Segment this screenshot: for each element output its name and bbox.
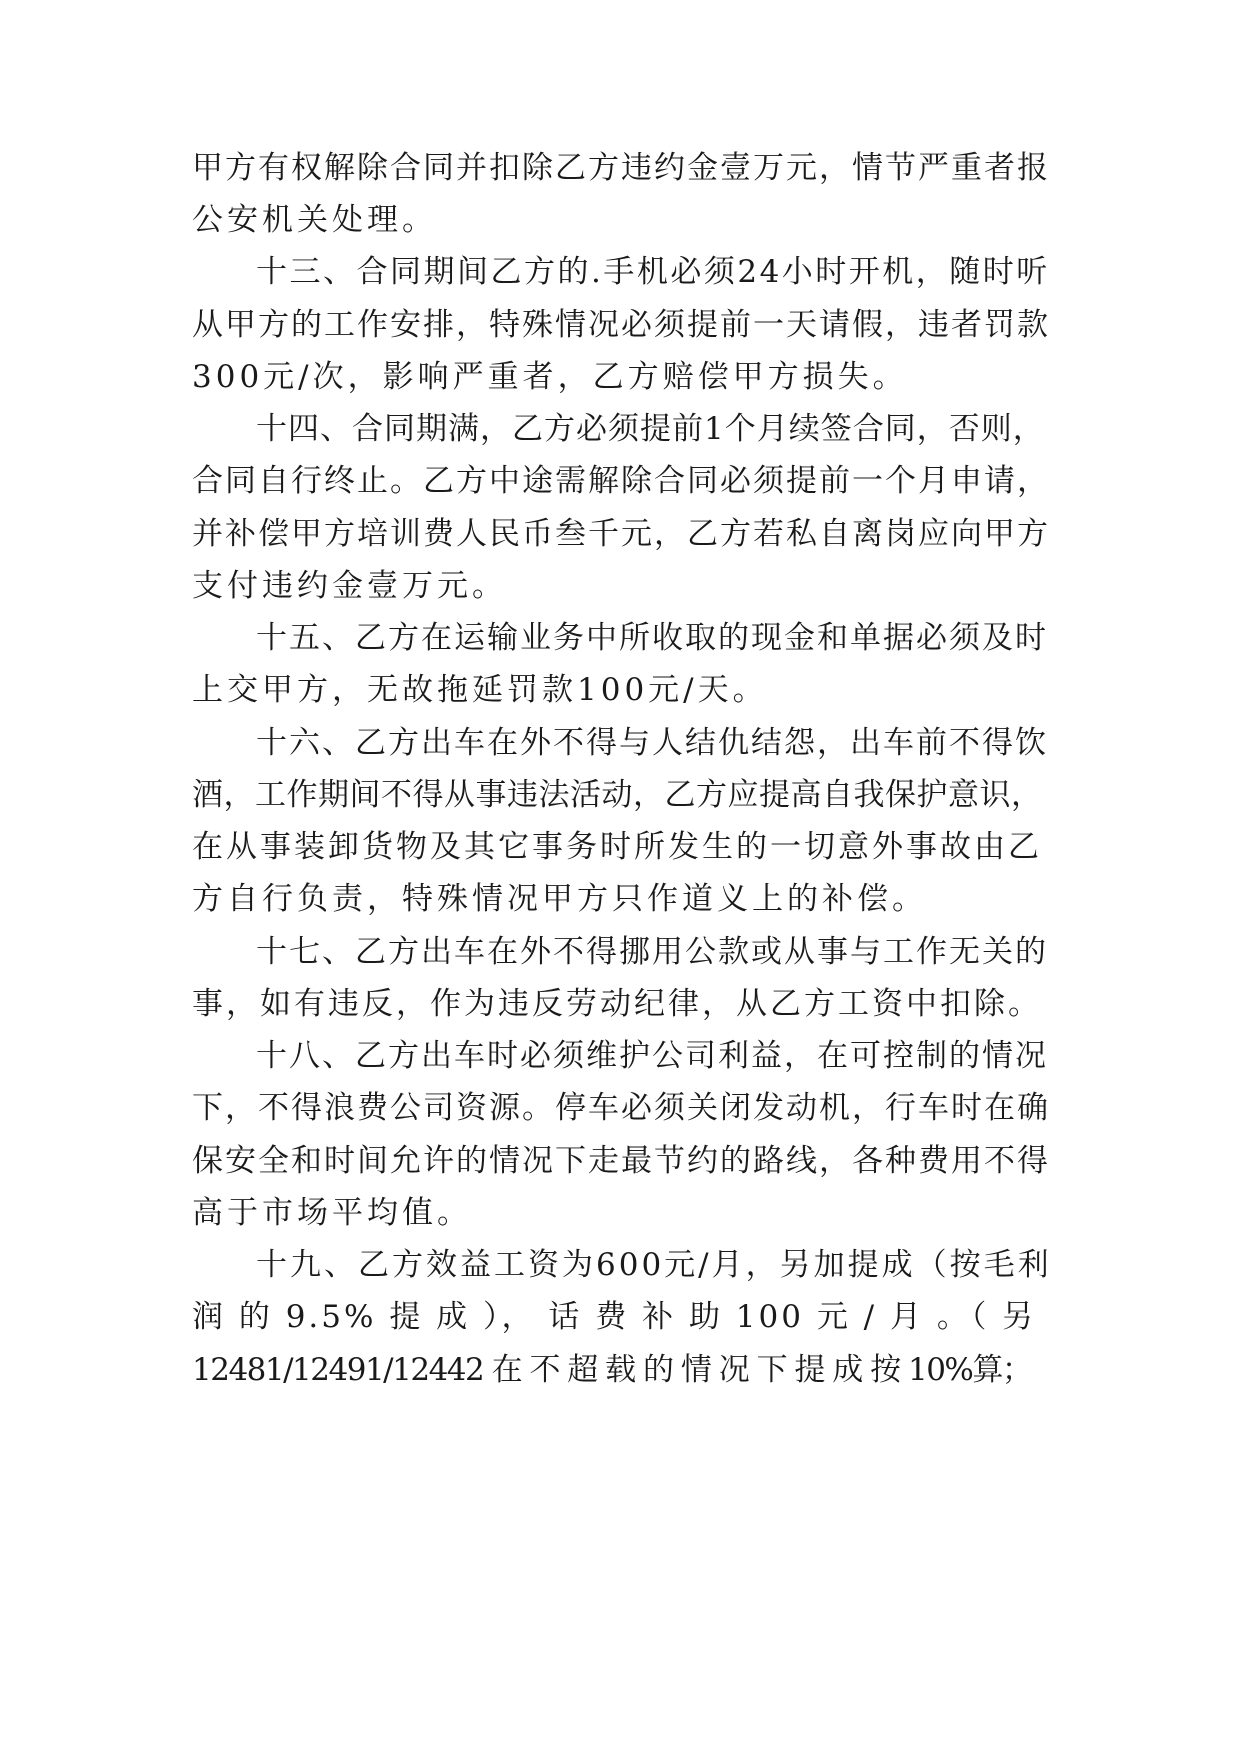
text-line: 300元/次，影响严重者，乙方赔偿甲方损失。 bbox=[192, 359, 908, 395]
clause-14-line: 十四、合同期满，乙方必须提前1个月续签合同，否则， bbox=[256, 411, 1045, 447]
text-line: 支付违约金壹万元。 bbox=[192, 568, 507, 604]
text-line: 润 的 9.5% 提 成 ）， 话 费 补 助 100 元 / 月 。（ 另 bbox=[192, 1299, 1037, 1335]
clause-16-line: 十六、乙方出车在外不得与人结仇结怨，出车前不得饮 bbox=[256, 725, 1048, 761]
text-line: 12481/12491/12442 在 不 超 载 的 情 况 下 提 成 按 10%算； bbox=[192, 1352, 1032, 1388]
text-line: 从甲方的工作安排，特殊情况必须提前一天请假，违者罚款 bbox=[192, 307, 1050, 343]
text-line: 公安机关处理。 bbox=[192, 202, 437, 238]
clause-13-line: 十三、合同期间乙方的.手机必须24小时开机，随时听 bbox=[256, 254, 1050, 290]
text-line: 上交甲方，无故拖延罚款100元/天。 bbox=[192, 672, 768, 708]
text-line: 酒，工作期间不得从事违法活动，乙方应提高自我保护意识， bbox=[192, 777, 1043, 813]
text-line: 保安全和时间允许的情况下走最节约的路线，各种费用不得 bbox=[192, 1143, 1050, 1179]
text-line: 并补偿甲方培训费人民币叁千元，乙方若私自离岗应向甲方 bbox=[192, 516, 1050, 552]
text-line: 合同自行终止。乙方中途需解除合同必须提前一个月申请， bbox=[192, 463, 1050, 499]
clause-15-line: 十五、乙方在运输业务中所收取的现金和单据必须及时 bbox=[256, 620, 1048, 656]
text-line: 在从事装卸货物及其它事务时所发生的一切意外事故由乙 bbox=[192, 829, 1042, 865]
text-line: 高于市场平均值。 bbox=[192, 1195, 472, 1231]
clause-19-line: 十九、乙方效益工资为600元/月，另加提成（按毛利 bbox=[256, 1247, 1052, 1283]
text-line: 事，如有违反，作为违反劳动纪律，从乙方工资中扣除。 bbox=[192, 986, 1042, 1022]
text-line: 甲方有权解除合同并扣除乙方违约金壹万元，情节严重者报 bbox=[192, 150, 1050, 186]
text-line: 方自行负责，特殊情况甲方只作道义上的补偿。 bbox=[192, 881, 927, 917]
clause-17-line: 十七、乙方出车在外不得挪用公款或从事与工作无关的 bbox=[256, 934, 1048, 970]
text-line: 下，不得浪费公司资源。停车必须关闭发动机，行车时在确 bbox=[192, 1090, 1050, 1126]
clause-18-line: 十八、乙方出车时必须维护公司利益，在可控制的情况 bbox=[256, 1038, 1048, 1074]
